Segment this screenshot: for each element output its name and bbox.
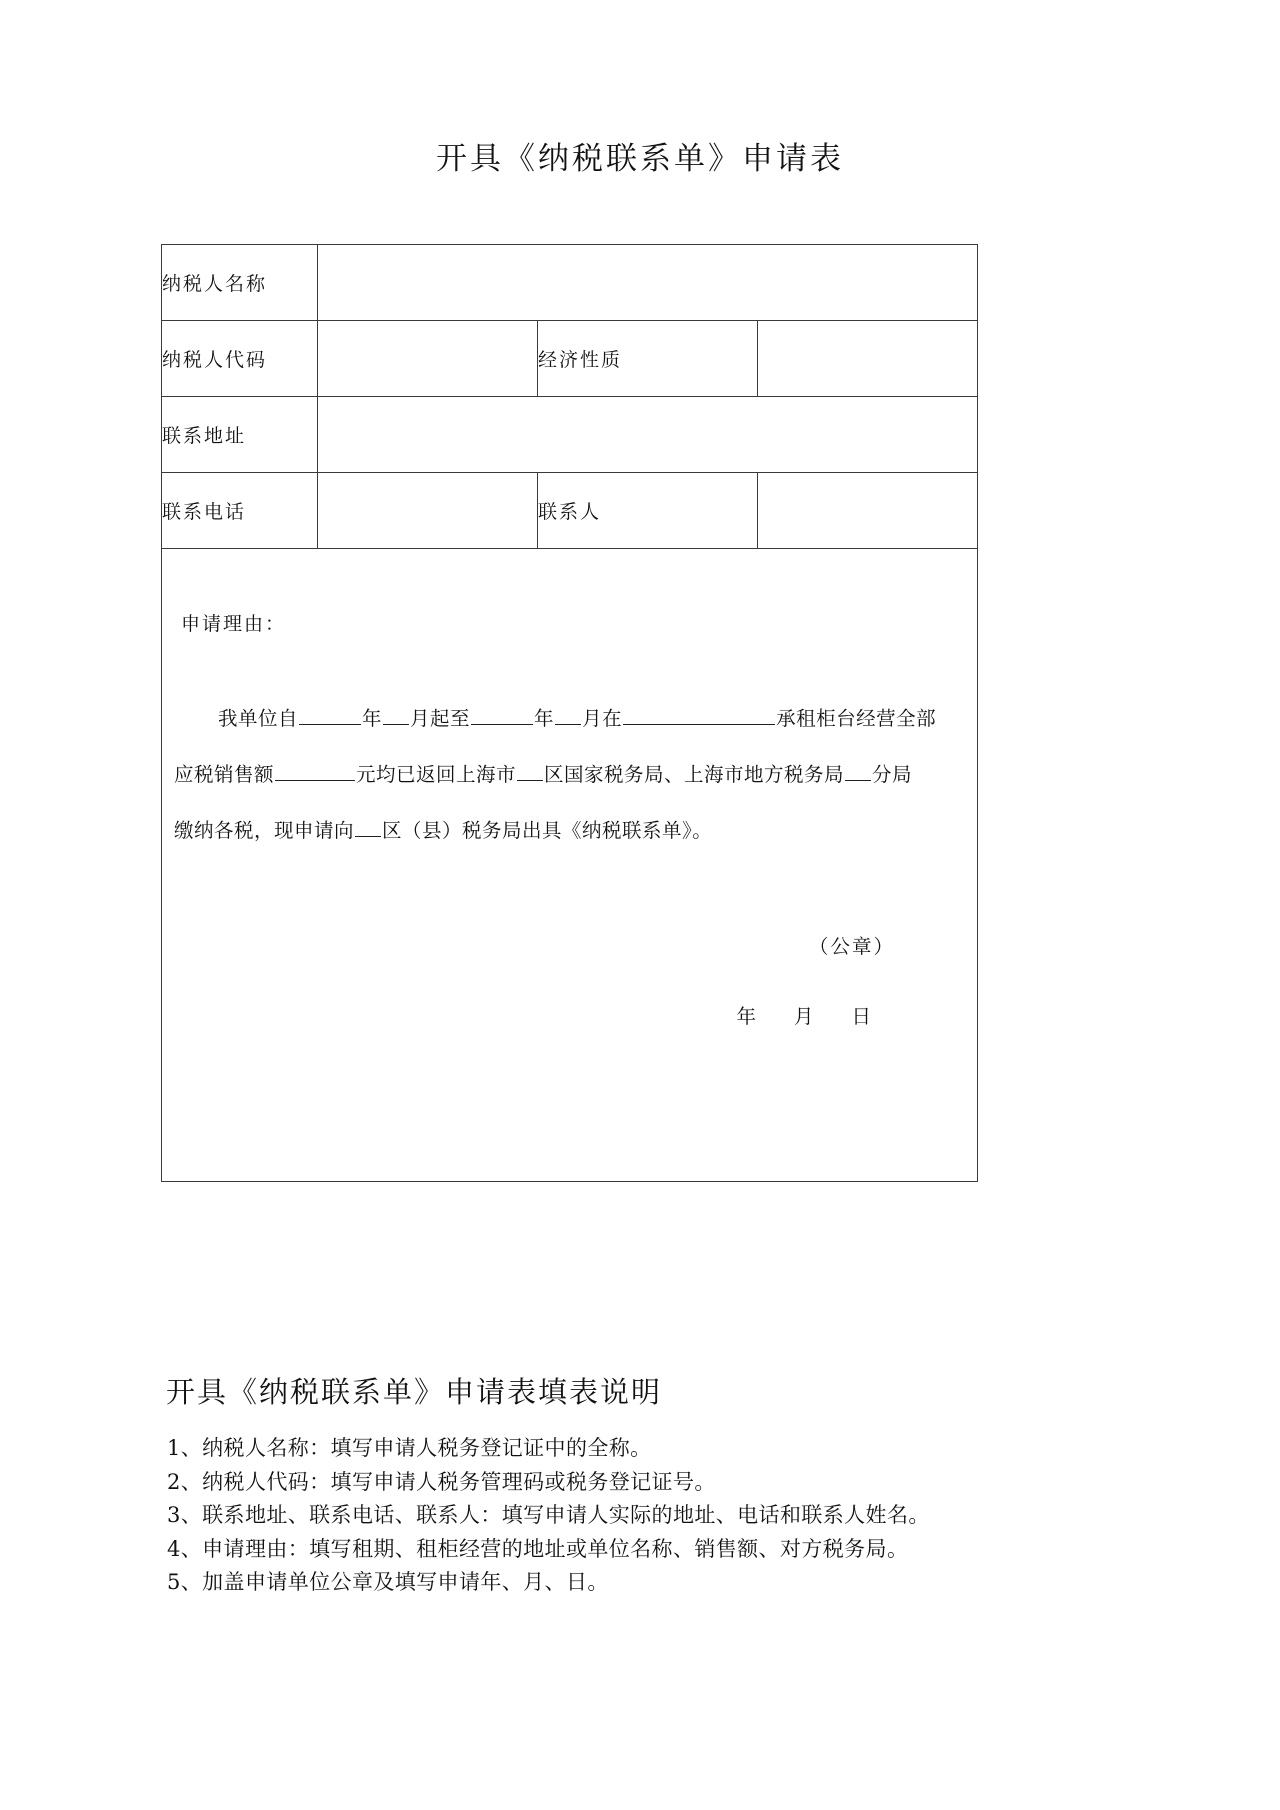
label-contact-phone: 联系电话 [162,473,318,549]
table-row-taxpayer-name [162,245,978,321]
list-item: 3、联系地址、联系电话、联系人：填写申请人实际的地址、电话和联系人姓名。 [167,1503,930,1527]
date-month-label: 月 [793,1005,816,1028]
reason-line1-part-c: 月起至 [410,707,471,730]
label-taxpayer-code: 纳税人代码 [162,321,318,397]
cell-application-reason [162,549,978,1182]
list-item: 5、加盖申请单位公章及填写申请年、月、日。 [167,1570,609,1594]
instructions-title: 开具《纳税联系单》申请表填表说明 [166,1375,663,1409]
blank-end-year[interactable] [471,706,533,725]
blank-end-month[interactable] [555,706,581,725]
field-taxpayer-name[interactable] [318,245,978,321]
list-item: 1、纳税人名称：填写申请人税务登记证中的全称。 [167,1436,652,1460]
label-economic-nature: 经济性质 [538,321,758,397]
reason-line1-part-f: 承租柜台经营全部 [776,707,937,730]
blank-start-year[interactable] [299,706,361,725]
field-economic-nature[interactable] [758,321,978,397]
table-row-contact-phone [162,473,978,549]
reason-line3-part-a: 缴纳各税，现申请向 [174,819,355,842]
reason-line1-part-e: 月在 [582,707,623,730]
field-contact-address[interactable] [318,397,978,473]
label-taxpayer-name: 纳税人名称 [162,245,318,321]
field-contact-phone[interactable] [318,473,538,549]
reason-line-2 [174,747,969,803]
date-day-label: 日 [851,1005,873,1028]
blank-lease-location[interactable] [623,706,775,725]
label-contact-person: 联系人 [538,473,758,549]
blank-start-month[interactable] [383,706,409,725]
field-taxpayer-code[interactable] [318,321,538,397]
reason-line3-part-b: 区（县）税务局出具《纳税联系单》。 [382,819,713,842]
reason-line1-part-a: 我单位自 [218,707,299,730]
reason-line1-part-b: 年 [362,707,383,730]
official-seal-placeholder: （公章） [808,935,895,958]
taxpayer-application-form [161,244,978,1182]
table-row-application-reason [162,549,978,1182]
page-title: 开具《纳税联系单》申请表 [436,141,844,177]
table-row-taxpayer-code [162,321,978,397]
application-reason-block [162,549,977,1181]
blank-taxable-sales[interactable] [275,762,355,781]
reason-line2-part-c: 区国家税务局、上海市地方税务局 [544,763,845,786]
blank-local-tax-branch[interactable] [845,762,871,781]
label-application-reason: 申请理由： [181,613,287,635]
reason-line2-part-b: 元均已返回上海市 [356,763,517,786]
reason-line2-part-d: 分局 [872,763,913,786]
blank-target-district[interactable] [355,818,381,837]
label-contact-address: 联系地址 [162,397,318,473]
date-year-label: 年 [736,1005,758,1028]
application-reason-text [174,691,969,859]
reason-line2-part-a: 应税销售额 [174,763,275,786]
list-item: 4、申请理由：填写租期、租柜经营的地址或单位名称、销售额、对方税务局。 [167,1536,909,1561]
reason-line-3 [174,803,969,859]
reason-line-1 [174,691,969,747]
field-contact-person[interactable] [758,473,978,549]
table-row-contact-address [162,397,978,473]
list-item: 2、纳税人代码：填写申请人税务管理码或税务登记证号。 [167,1469,716,1494]
signature-date-line [718,1001,891,1029]
reason-line1-part-d: 年 [534,707,555,730]
instructions-list [167,1432,1117,1600]
blank-district-national-tax[interactable] [517,762,543,781]
